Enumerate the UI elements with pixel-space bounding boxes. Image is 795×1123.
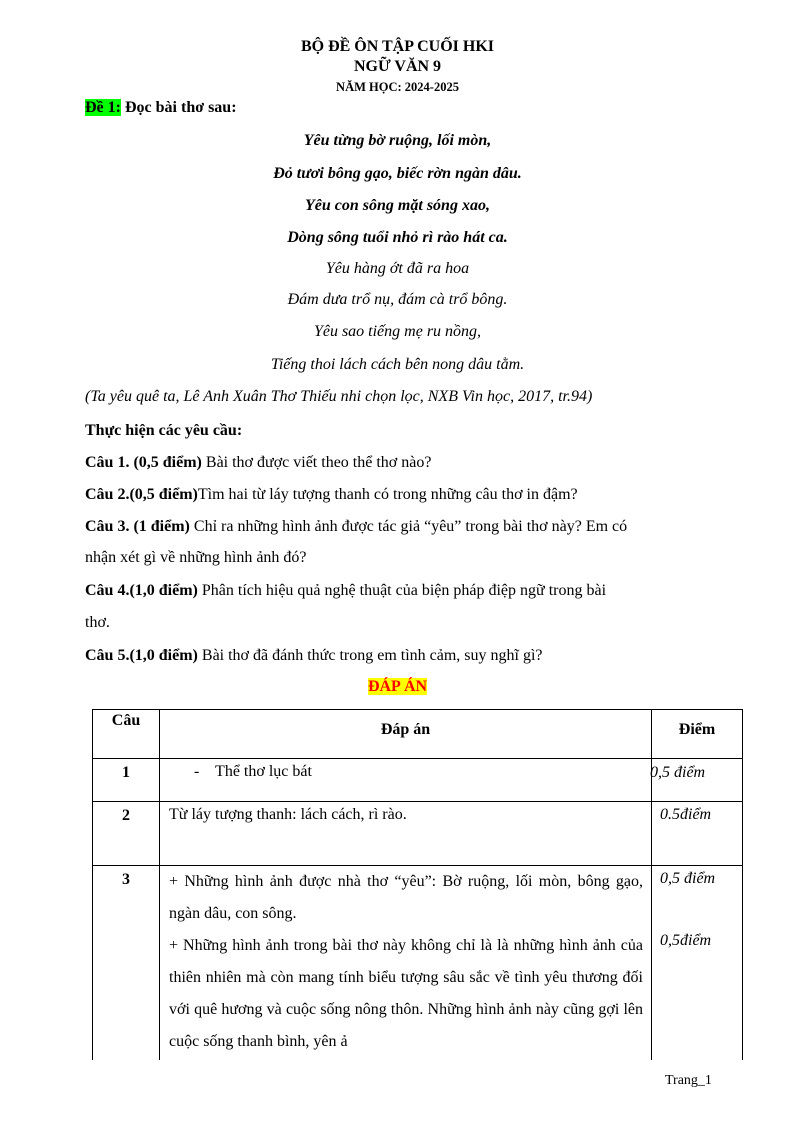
question-4	[85, 582, 606, 600]
document-year: NĂM HỌC: 2024-2025	[336, 80, 459, 94]
row-answer-cell	[160, 759, 652, 802]
question-4-label: Câu 4.(1,0 điểm)	[85, 582, 198, 599]
question-1	[85, 454, 431, 472]
header-question-label: Câu	[111, 712, 141, 729]
question-5	[85, 647, 543, 665]
poem-line: Yêu từng bờ ruộng, lối mòn,	[303, 132, 492, 149]
row-answer-text: Từ láy tượng thanh: lách cách, rì rào.	[169, 806, 407, 823]
question-3	[85, 518, 627, 536]
row-question-cell	[93, 802, 160, 866]
row-score-2: 0,5điểm	[660, 932, 712, 949]
row-question-number: 3	[122, 871, 130, 888]
poem-line: Yêu sao tiếng mẹ ru nồng,	[313, 323, 482, 340]
question-5-label: Câu 5.(1,0 điểm)	[85, 647, 198, 664]
header-score-label: Điểm	[678, 721, 716, 738]
poem-line: Tiếng thoi lách cách bên nong dâu tằm.	[270, 356, 525, 373]
poem-line: Yêu hàng ớt đã ra hoa	[325, 260, 470, 277]
question-3-continued: nhận xét gì về những hình ảnh đó?	[85, 549, 307, 566]
poem-line: Dòng sông tuổi nhỏ rì rào hát ca.	[287, 229, 508, 246]
answer-table	[92, 709, 743, 1060]
question-3-label: Câu 3. (1 điểm)	[85, 518, 190, 535]
header-cell-score	[652, 710, 743, 759]
row-question-cell	[93, 759, 160, 802]
table-header-row	[93, 710, 743, 759]
document-title: BỘ ĐỀ ÔN TẬP CUỐI HKI	[300, 38, 495, 55]
exam-heading	[85, 99, 237, 117]
row-score: 0,5 điểm	[650, 764, 706, 781]
row-question-number: 2	[122, 807, 130, 824]
poem-line: Đỏ tươi bông gạo, biếc rờn ngàn dâu.	[273, 165, 522, 182]
row-score-1: 0,5 điểm	[660, 870, 716, 887]
poem-line: Yêu con sông mặt sóng xao,	[305, 197, 490, 214]
row-question-cell	[93, 866, 160, 1061]
row-score: 0.5điểm	[660, 806, 712, 823]
exam-instruction: Đọc bài thơ sau:	[120, 99, 237, 116]
poem-line: Đám dưa trổ nụ, đám cà trổ bông.	[287, 291, 508, 308]
question-4-continued: thơ.	[85, 614, 110, 631]
document-subject: NGỮ VĂN 9	[353, 58, 442, 75]
row-answer-text: - Thể thơ lục bát	[194, 763, 312, 780]
row-answer-cell	[160, 866, 652, 1061]
answer-title	[0, 678, 795, 696]
tasks-heading: Thực hiện các yêu cầu:	[85, 422, 243, 439]
question-2-label: Câu 2.(0,5 điểm)	[85, 486, 198, 503]
row-answer-paragraph-1: + Những hình ảnh được nhà thơ “yêu”: Bờ ruộng, lối mòn, bông gạo, ngàn dâu, con sông.	[169, 873, 643, 922]
row-score-cell	[652, 759, 743, 802]
question-1-label: Câu 1. (0,5 điểm)	[85, 454, 202, 471]
table-row	[93, 802, 743, 866]
question-2-text: Tìm hai từ láy tượng thanh có trong những câu thơ in đậm?	[197, 486, 578, 503]
question-5-text: Bài thơ đã đánh thức trong em tình cảm, suy nghĩ gì?	[197, 647, 543, 664]
exam-label: Đề 1:	[85, 99, 121, 116]
row-score-cell	[652, 802, 743, 866]
table-row	[93, 759, 743, 802]
question-1-text: Bài thơ được viết theo thể thơ nào?	[201, 454, 432, 471]
page-number: Trang_1	[665, 1073, 712, 1088]
question-2	[85, 486, 578, 504]
question-4-text: Phân tích hiệu quả nghệ thuật của biện pháp điệp ngữ trong bài	[197, 582, 607, 599]
table-row	[93, 866, 743, 1061]
header-answer-label: Đáp án	[380, 721, 431, 738]
row-score-cell	[652, 866, 743, 1061]
row-question-number: 1	[122, 764, 130, 781]
header-cell-question	[93, 710, 160, 759]
row-answer-paragraph-2: + Những hình ảnh trong bài thơ này không chỉ là là những hình ảnh của thiên nhiên mà còn mang tính biểu tượng sâu sắc về tình yêu thương đối với quê hương và cuộc sống nông thôn. Những hình ảnh này cũng gợi lên cuộc sống thanh bình, yên ả	[169, 937, 643, 1050]
row-answer-cell	[160, 802, 652, 866]
answer-title-text: ĐÁP ÁN	[367, 678, 428, 695]
question-3-text: Chỉ ra những hình ảnh được tác giả “yêu” trong bài thơ này? Em có	[189, 518, 628, 535]
poem-source: (Ta yêu quê ta, Lê Anh Xuân Thơ Thiếu nhi chọn lọc, NXB Vin học, 2017, tr.94)	[85, 388, 593, 405]
header-cell-answer	[160, 710, 652, 759]
